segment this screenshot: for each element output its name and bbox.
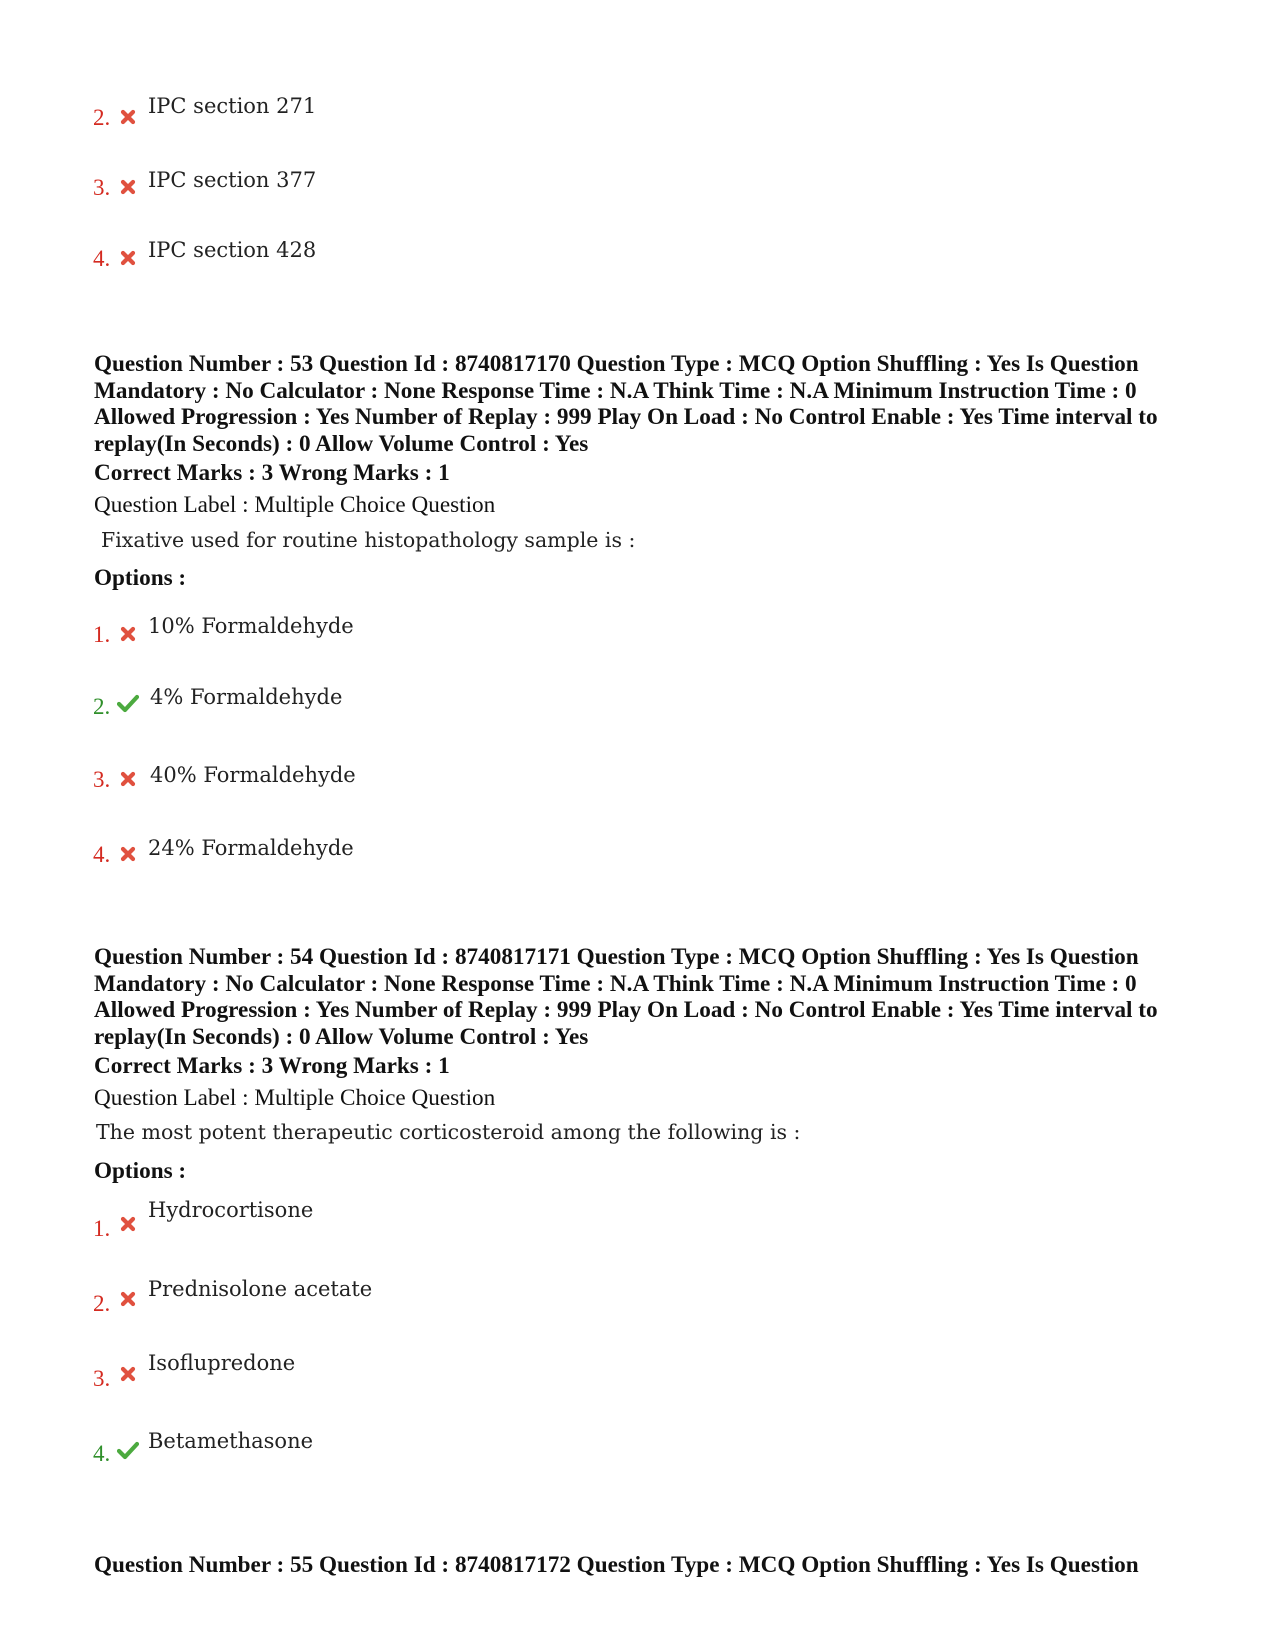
question-label: Question Label : Multiple Choice Question: [94, 492, 496, 518]
option-number: 3.: [93, 767, 111, 792]
question-marks: Correct Marks : 3 Wrong Marks : 1: [94, 460, 450, 486]
option-text: Isoflupredone: [148, 1351, 296, 1375]
question-meta: Question Number : 54 Question Id : 8740817171 Question Type : MCQ Option Shuffling : Yes Is Question Mandatory : No Calculator : None Response Time : N.A Think Time : N.A Minimum Instruction Time : 0 Allowed Progression : Yes Number of Replay : 999 Play On Load : No Control Enable : Yes Time interval to replay(In Seconds) : 0 Allow Volume Control : Yes: [94, 944, 1158, 1051]
option-number: 2.: [93, 1291, 111, 1316]
cross-icon: [119, 178, 137, 196]
question-text: The most potent therapeutic corticosteroid among the following is :: [96, 1120, 801, 1144]
question-meta: Question Number : 53 Question Id : 8740817170 Question Type : MCQ Option Shuffling : Yes Is Question Mandatory : No Calculator : None Response Time : N.A Think Time : N.A Minimum Instruction Time : 0 Allowed Progression : Yes Number of Replay : 999 Play On Load : No Control Enable : Yes Time interval to replay(In Seconds) : 0 Allow Volume Control : Yes: [94, 351, 1158, 458]
question-text: Fixative used for routine histopathology sample is :: [101, 528, 636, 552]
options-heading: Options :: [94, 565, 187, 591]
checkmark-icon: [117, 1440, 139, 1460]
cross-icon: [119, 1215, 137, 1233]
option-text: Prednisolone acetate: [148, 1277, 373, 1301]
option-text: IPC section 271: [148, 94, 317, 118]
option-text: 40% Formaldehyde: [150, 763, 356, 787]
question-meta: Question Number : 55 Question Id : 8740817172 Question Type : MCQ Option Shuffling : Yes Is Question: [94, 1552, 1139, 1578]
cross-icon: [119, 1290, 137, 1308]
option-text: IPC section 377: [148, 168, 317, 192]
checkmark-icon: [117, 693, 139, 713]
cross-icon: [119, 1365, 137, 1383]
option-text: 10% Formaldehyde: [148, 614, 354, 638]
cross-icon: [119, 625, 137, 643]
option-number: 3.: [93, 1366, 111, 1391]
option-number: 1.: [93, 1216, 111, 1241]
cross-icon: [119, 249, 137, 267]
question-marks: Correct Marks : 3 Wrong Marks : 1: [94, 1053, 450, 1079]
question-label: Question Label : Multiple Choice Question: [94, 1085, 496, 1111]
cross-icon: [119, 845, 137, 863]
cross-icon: [119, 770, 137, 788]
option-number: 4.: [93, 246, 111, 271]
option-text: Hydrocortisone: [148, 1198, 314, 1222]
option-text: 24% Formaldehyde: [148, 836, 354, 860]
option-text: 4% Formaldehyde: [150, 685, 343, 709]
option-text: IPC section 428: [148, 238, 317, 262]
option-number: 2.: [93, 105, 111, 130]
option-number: 1.: [93, 622, 111, 647]
option-text: Betamethasone: [148, 1429, 314, 1453]
option-number: 4.: [93, 1441, 111, 1466]
option-number: 3.: [93, 175, 111, 200]
options-heading: Options :: [94, 1158, 187, 1184]
option-number: 2.: [93, 694, 111, 719]
cross-icon: [119, 108, 137, 126]
option-number: 4.: [93, 842, 111, 867]
